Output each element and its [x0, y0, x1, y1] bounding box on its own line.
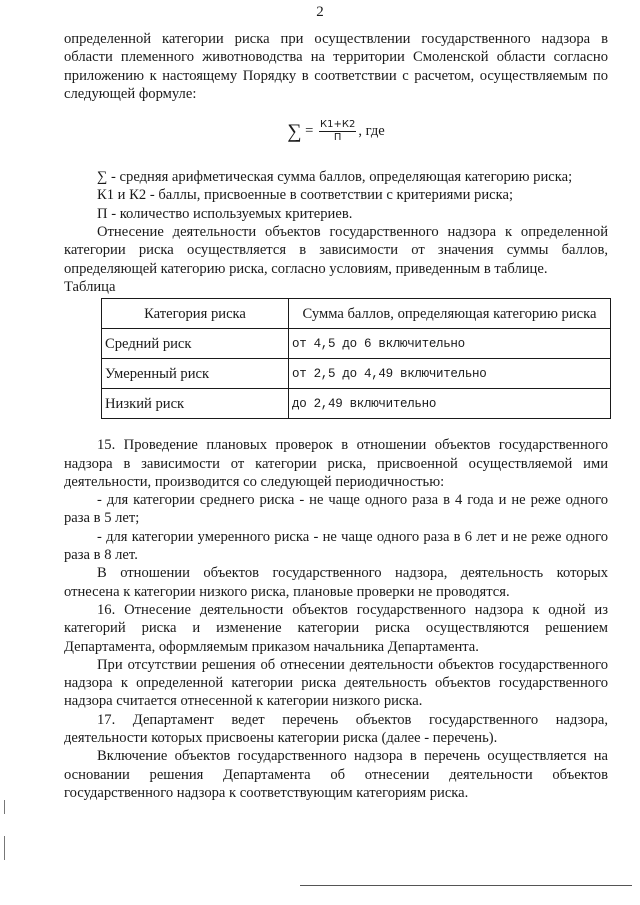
no-decision-paragraph: При отсутствии решения об отнесении деятельности объектов государственного надзора к определенной категории риска деятельность объектов государственного надзора считается отнесенной к категории низкого риска.	[64, 656, 608, 710]
table-cell-category: Средний риск	[102, 329, 289, 359]
formula-sigma: ∑	[287, 120, 302, 143]
table-cell-score: до 2,49 включительно	[289, 389, 611, 419]
table-cell-category: Умеренный риск	[102, 359, 289, 389]
definition-k1-k2: К1 и К2 - баллы, присвоенные в соответствии с критериями риска;	[97, 187, 514, 204]
document-body	[64, 30, 608, 802]
scan-margin-mark	[4, 800, 5, 814]
formula-numerator: К1+К2	[320, 119, 356, 131]
page-number: 2	[316, 4, 324, 20]
table-cell-score: от 4,5 до 6 включительно	[289, 329, 611, 359]
scan-margin-mark	[4, 836, 5, 860]
paragraph-16: 16. Отнесение деятельности объектов государственного надзора к одной из категорий риска и изменение категории риска осуществляются решением Департамента, оформляемым приказом начальника Департамента.	[64, 601, 608, 655]
periodicity-moderate-risk: - для категории умеренного риска - не чаще одного раза в 6 лет и не реже одного раза в 8 лет.	[64, 528, 608, 564]
bottom-rule	[300, 885, 632, 886]
table-header-row	[102, 299, 611, 329]
formula-denominator: П	[333, 132, 342, 144]
table-header-category: Категория риска	[102, 299, 289, 329]
table-row	[102, 359, 611, 389]
paragraph-17: 17. Департамент ведет перечень объектов государственного надзора, деятельности которых присвоены категории риска (далее - перечень).	[64, 711, 608, 747]
formula-equals: =	[301, 123, 317, 140]
paragraph-15: 15. Проведение плановых проверок в отношении объектов государственного надзора в зависимости от категории риска, присвоенной осуществляемой ими деятельности, производится со следующей периодичностью:	[64, 437, 608, 490]
risk-category-table	[101, 298, 611, 419]
periodicity-medium-risk: - для категории среднего риска - не чаще одного раза в 4 года и не реже одного раза в 5 лет;	[64, 492, 608, 527]
table-cell-score: от 2,5 до 4,49 включительно	[289, 359, 611, 389]
table-row	[102, 329, 611, 359]
formula-fraction	[319, 119, 356, 144]
definition-sigma: ∑ - средняя арифметическая сумма баллов, определяющая категорию риска;	[97, 169, 573, 186]
inclusion-paragraph: Включение объектов государственного надзора в перечень осуществляется на основании решения Департамента об отнесении деятельности объектов государственного надзора к соответствующим категориям риска.	[64, 748, 608, 801]
formula-suffix: , где	[358, 123, 385, 140]
assignment-paragraph: Отнесение деятельности объектов государственного надзора к определенной категории риска осуществляется в зависимости от значения суммы баллов, определяющей категорию риска, согласно условиям, приведенным в таблице.	[64, 224, 608, 277]
intro-paragraph: определенной категории риска при осуществлении государственного надзора в области племенного животноводства на территории Смоленской области согласно приложению к настоящему Порядку в соответствии с расчетом, осуществляемым по следующей формуле:	[64, 31, 608, 102]
table-caption: Таблица	[64, 278, 116, 295]
definition-p: П - количество используемых критериев.	[97, 205, 353, 222]
table-row	[102, 389, 611, 419]
table-header-score: Сумма баллов, определяющая категорию риска	[289, 299, 611, 329]
formula	[64, 119, 608, 144]
low-risk-paragraph: В отношении объектов государственного надзора, деятельность которых отнесена к категории низкого риска, плановые проверки не проводятся.	[64, 565, 608, 600]
table-cell-category: Низкий риск	[102, 389, 289, 419]
